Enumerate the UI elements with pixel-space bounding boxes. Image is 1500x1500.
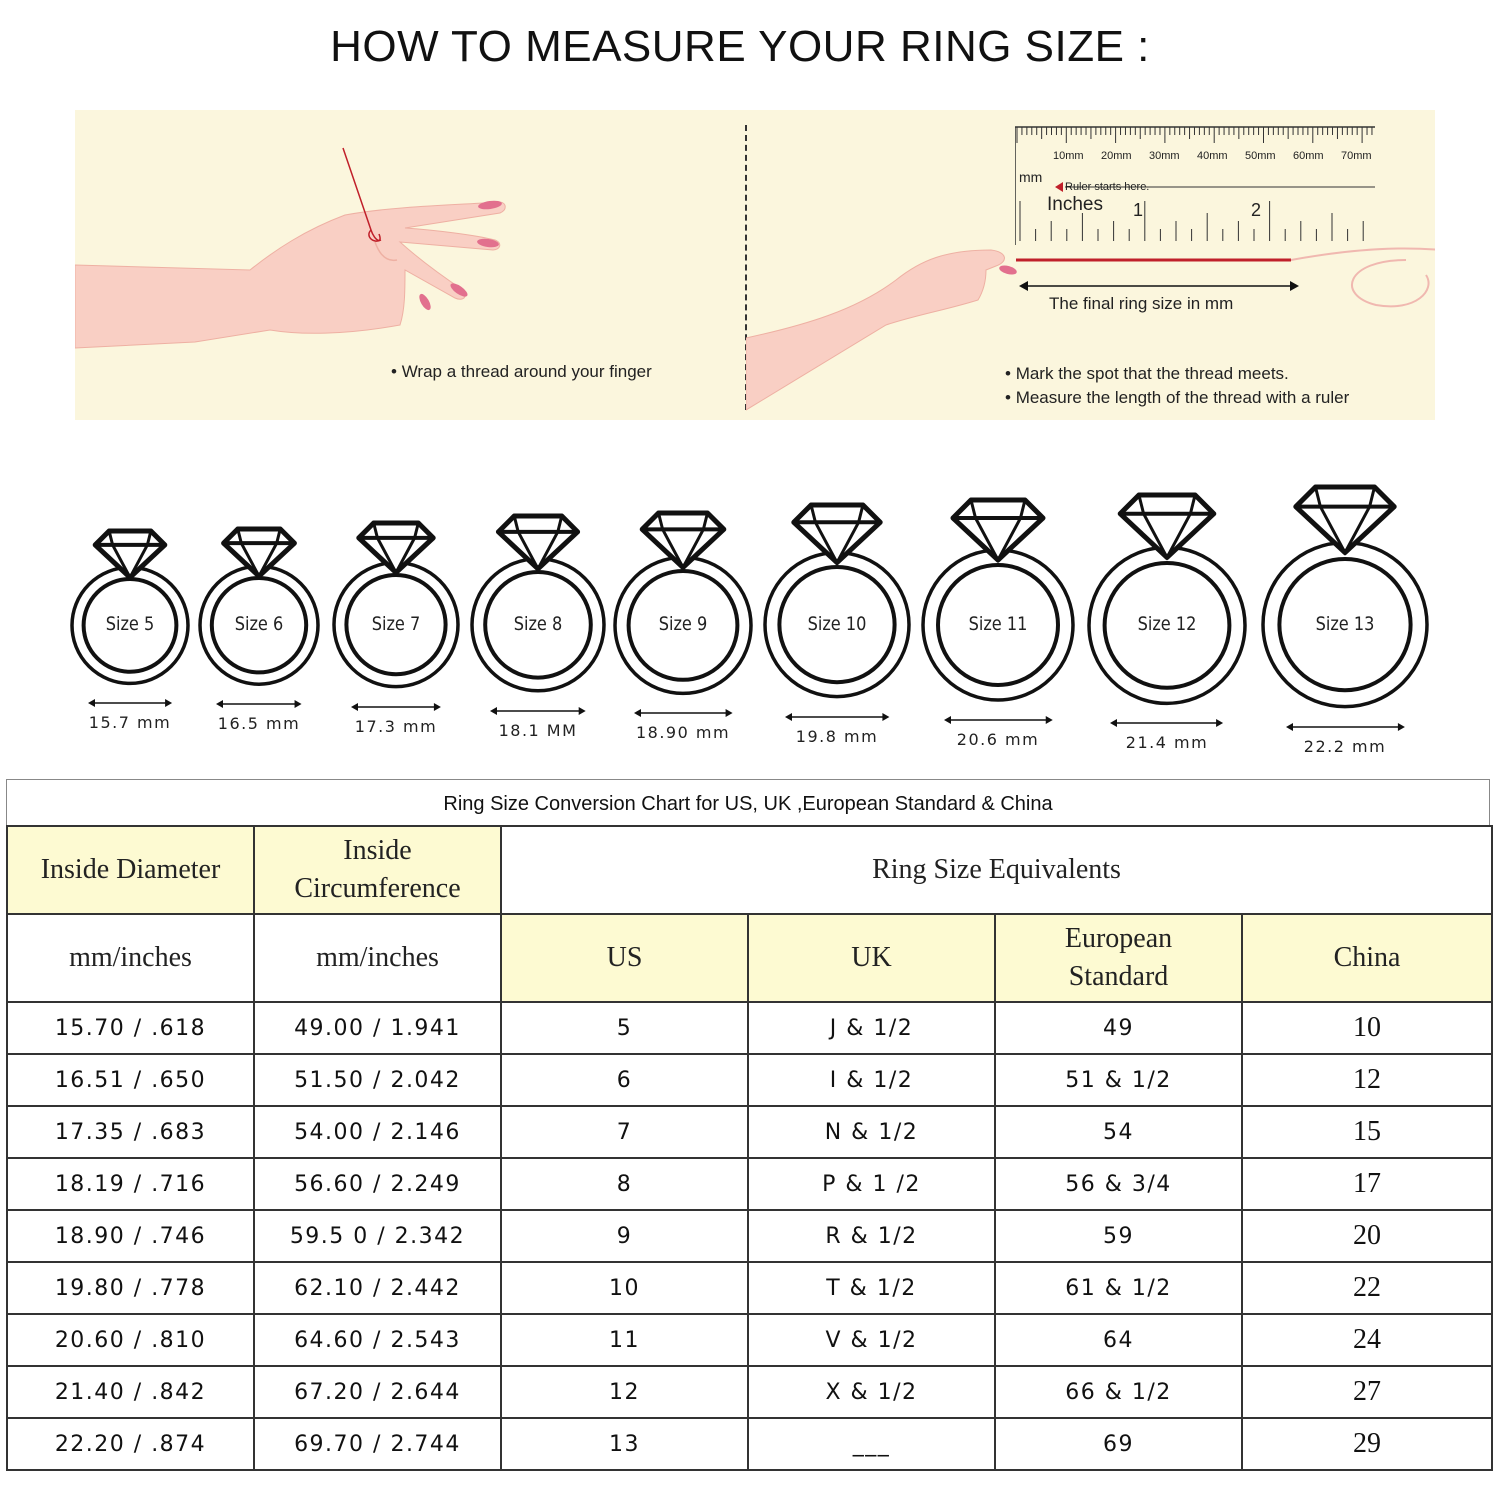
ring-size-label: Size 11 xyxy=(968,613,1028,635)
ring-size-label: Size 12 xyxy=(1137,612,1197,635)
header-china: China xyxy=(1242,914,1492,1002)
row-china-size: 12 xyxy=(1242,1054,1492,1106)
header-european-line2: Standard xyxy=(1068,961,1169,992)
table-row xyxy=(7,1314,1492,1366)
table-row xyxy=(7,1210,1492,1262)
ring-icon xyxy=(462,512,614,701)
row-diameter: 16.51 / .650 xyxy=(7,1054,254,1106)
ruler-mm-label: mm xyxy=(1019,169,1043,185)
row-us-size: 11 xyxy=(501,1314,748,1366)
ring-diameter-mm: 15.7 mm xyxy=(88,713,172,732)
row-eu-size: 56 & 3/4 xyxy=(995,1158,1242,1210)
ring-diameter-mm: 16.5 mm xyxy=(217,714,301,733)
header-us: US xyxy=(501,914,748,1002)
ring-diameter-mm: 17.3 mm xyxy=(354,717,438,736)
ruler-inches-label: Inches xyxy=(1047,194,1103,215)
ring-icon xyxy=(1253,483,1437,717)
ring-size-label: Size 9 xyxy=(658,612,708,635)
ring-icon xyxy=(755,501,919,707)
ruler-start-note: Ruler starts here. xyxy=(1065,181,1150,193)
row-us-size: 12 xyxy=(501,1366,748,1418)
table-row xyxy=(7,1002,1492,1054)
final-size-arrow xyxy=(1019,278,1299,294)
row-diameter: 18.19 / .716 xyxy=(7,1158,254,1210)
ring-size-11 xyxy=(913,496,1083,710)
header-inside-circumference xyxy=(254,826,501,914)
row-china-size: 24 xyxy=(1242,1314,1492,1366)
row-uk-size: ___ xyxy=(748,1418,995,1470)
row-china-size: 15 xyxy=(1242,1106,1492,1158)
ring-size-8 xyxy=(462,512,614,701)
row-us-size: 5 xyxy=(501,1002,748,1054)
row-us-size: 13 xyxy=(501,1418,748,1470)
row-eu-size: 49 xyxy=(995,1002,1242,1054)
ruler-inch-tick-2: 2 xyxy=(1251,200,1262,220)
ring-size-13 xyxy=(1253,483,1437,717)
row-china-size: 22 xyxy=(1242,1262,1492,1314)
row-uk-size: I & 1/2 xyxy=(748,1054,995,1106)
table-row xyxy=(7,1366,1492,1418)
row-eu-size: 69 xyxy=(995,1418,1242,1470)
ring-icon xyxy=(190,525,328,694)
header-european-line1: European xyxy=(1064,923,1173,954)
row-china-size: 27 xyxy=(1242,1366,1492,1418)
ring-diameter-mm: 22.2 mm xyxy=(1303,737,1387,756)
row-circumference: 64.60 / 2.543 xyxy=(254,1314,501,1366)
row-us-size: 6 xyxy=(501,1054,748,1106)
ring-size-7 xyxy=(324,519,468,697)
table-row xyxy=(7,1262,1492,1314)
chart-caption: Ring Size Conversion Chart for US, UK ,European Standard & China xyxy=(6,779,1490,825)
row-diameter: 15.70 / .618 xyxy=(7,1002,254,1054)
header-inside-diameter: Inside Diameter xyxy=(7,826,254,914)
ring-diameter-mm: 18.90 mm xyxy=(635,723,731,742)
ring-diameter-arrow xyxy=(1108,717,1225,729)
ring-diameter-arrow xyxy=(783,711,891,723)
table-row xyxy=(7,1106,1492,1158)
ring-size-label: Size 5 xyxy=(105,612,155,635)
row-us-size: 8 xyxy=(501,1158,748,1210)
row-diameter: 18.90 / .746 xyxy=(7,1210,254,1262)
table-row xyxy=(7,1418,1492,1470)
row-circumference: 67.20 / 2.644 xyxy=(254,1366,501,1418)
row-circumference: 51.50 / 2.042 xyxy=(254,1054,501,1106)
header-european-standard xyxy=(995,914,1242,1002)
row-eu-size: 59 xyxy=(995,1210,1242,1262)
ring-size-5 xyxy=(62,527,198,693)
ruler-inch-tick-1: 1 xyxy=(1133,200,1144,220)
row-circumference: 56.60 / 2.249 xyxy=(254,1158,501,1210)
row-diameter: 22.20 / .874 xyxy=(7,1418,254,1470)
row-uk-size: J & 1/2 xyxy=(748,1002,995,1054)
ring-diameter-arrow xyxy=(942,714,1055,726)
row-circumference: 69.70 / 2.744 xyxy=(254,1418,501,1470)
ring-size-label: Size 6 xyxy=(234,612,284,635)
row-diameter: 17.35 / .683 xyxy=(7,1106,254,1158)
ring-size-illustrations xyxy=(0,470,1500,756)
instruction-panel xyxy=(75,110,1435,420)
ring-diameter-arrow xyxy=(349,701,443,713)
row-diameter: 19.80 / .778 xyxy=(7,1262,254,1314)
row-china-size: 29 xyxy=(1242,1418,1492,1470)
mark-spot-instruction: • Mark the spot that the thread meets. xyxy=(1005,364,1289,384)
ring-diameter-arrow xyxy=(632,707,735,719)
header-diameter-unit: mm/inches xyxy=(7,914,254,1002)
row-uk-size: R & 1/2 xyxy=(748,1210,995,1262)
ring-diameter-arrow xyxy=(86,697,174,709)
ring-diameter-arrow xyxy=(488,705,588,717)
ring-size-label: Size 8 xyxy=(513,612,563,635)
row-uk-size: P & 1 /2 xyxy=(748,1158,995,1210)
row-circumference: 49.00 / 1.941 xyxy=(254,1002,501,1054)
header-inside-circumference-line2: Circumference xyxy=(294,873,461,904)
header-circumference-unit: mm/inches xyxy=(254,914,501,1002)
ring-diameter-mm: 19.8 mm xyxy=(795,727,879,746)
ring-diameter-mm: 21.4 mm xyxy=(1125,733,1209,752)
ring-size-6 xyxy=(190,525,328,694)
row-us-size: 9 xyxy=(501,1210,748,1262)
ring-size-10 xyxy=(755,501,919,707)
ruler-mm-tick-label: 20mm xyxy=(1101,150,1132,162)
row-circumference: 59.5 0 / 2.342 xyxy=(254,1210,501,1262)
measure-length-instruction: • Measure the length of the thread with a ruler xyxy=(1005,388,1349,408)
ring-icon xyxy=(913,496,1083,710)
ring-size-label: Size 10 xyxy=(807,612,867,635)
row-eu-size: 54 xyxy=(995,1106,1242,1158)
table-row xyxy=(7,1158,1492,1210)
header-inside-circumference-line1: Inside xyxy=(343,835,412,866)
page-title: HOW TO MEASURE YOUR RING SIZE : xyxy=(330,22,1150,71)
ruler-mm-tick-label: 30mm xyxy=(1149,150,1180,162)
row-china-size: 17 xyxy=(1242,1158,1492,1210)
row-us-size: 10 xyxy=(501,1262,748,1314)
ring-diameter-arrow xyxy=(1284,721,1407,733)
final-size-note: The final ring size in mm xyxy=(1049,294,1234,313)
row-us-size: 7 xyxy=(501,1106,748,1158)
ring-size-12 xyxy=(1079,491,1255,713)
row-eu-size: 51 & 1/2 xyxy=(995,1054,1242,1106)
ring-diameter-arrow xyxy=(214,698,304,710)
ruler-mm-tick-label: 60mm xyxy=(1293,150,1324,162)
wrap-thread-instruction: • Wrap a thread around your finger xyxy=(391,362,652,382)
row-diameter: 20.60 / .810 xyxy=(7,1314,254,1366)
ruler-mm-tick-label: 40mm xyxy=(1197,150,1228,162)
ring-size-conversion-table xyxy=(6,825,1493,1471)
ruler-mm-tick-label: 50mm xyxy=(1245,150,1276,162)
row-china-size: 10 xyxy=(1242,1002,1492,1054)
row-circumference: 62.10 / 2.442 xyxy=(254,1262,501,1314)
ring-icon xyxy=(62,527,198,693)
ring-size-9 xyxy=(605,509,761,703)
ring-diameter-mm: 20.6 mm xyxy=(956,730,1040,749)
ruler-mm-tick-label: 10mm xyxy=(1053,150,1084,162)
row-eu-size: 61 & 1/2 xyxy=(995,1262,1242,1314)
row-uk-size: V & 1/2 xyxy=(748,1314,995,1366)
header-uk: UK xyxy=(748,914,995,1002)
row-eu-size: 64 xyxy=(995,1314,1242,1366)
ring-size-label: Size 13 xyxy=(1315,612,1375,635)
ring-icon xyxy=(605,509,761,703)
ruler-mm-tick-label: 70mm xyxy=(1341,150,1372,162)
row-diameter: 21.40 / .842 xyxy=(7,1366,254,1418)
row-uk-size: N & 1/2 xyxy=(748,1106,995,1158)
row-china-size: 20 xyxy=(1242,1210,1492,1262)
ring-size-label: Size 7 xyxy=(371,612,421,635)
row-eu-size: 66 & 1/2 xyxy=(995,1366,1242,1418)
ring-icon xyxy=(324,519,468,697)
ring-icon xyxy=(1079,491,1255,713)
row-uk-size: T & 1/2 xyxy=(748,1262,995,1314)
row-circumference: 54.00 / 2.146 xyxy=(254,1106,501,1158)
header-ring-size-equivalents: Ring Size Equivalents xyxy=(501,826,1492,914)
row-uk-size: X & 1/2 xyxy=(748,1366,995,1418)
table-row xyxy=(7,1054,1492,1106)
ruler-mm-tick-labels xyxy=(1015,150,1375,164)
ring-diameter-mm: 18.1 MM xyxy=(498,721,578,740)
